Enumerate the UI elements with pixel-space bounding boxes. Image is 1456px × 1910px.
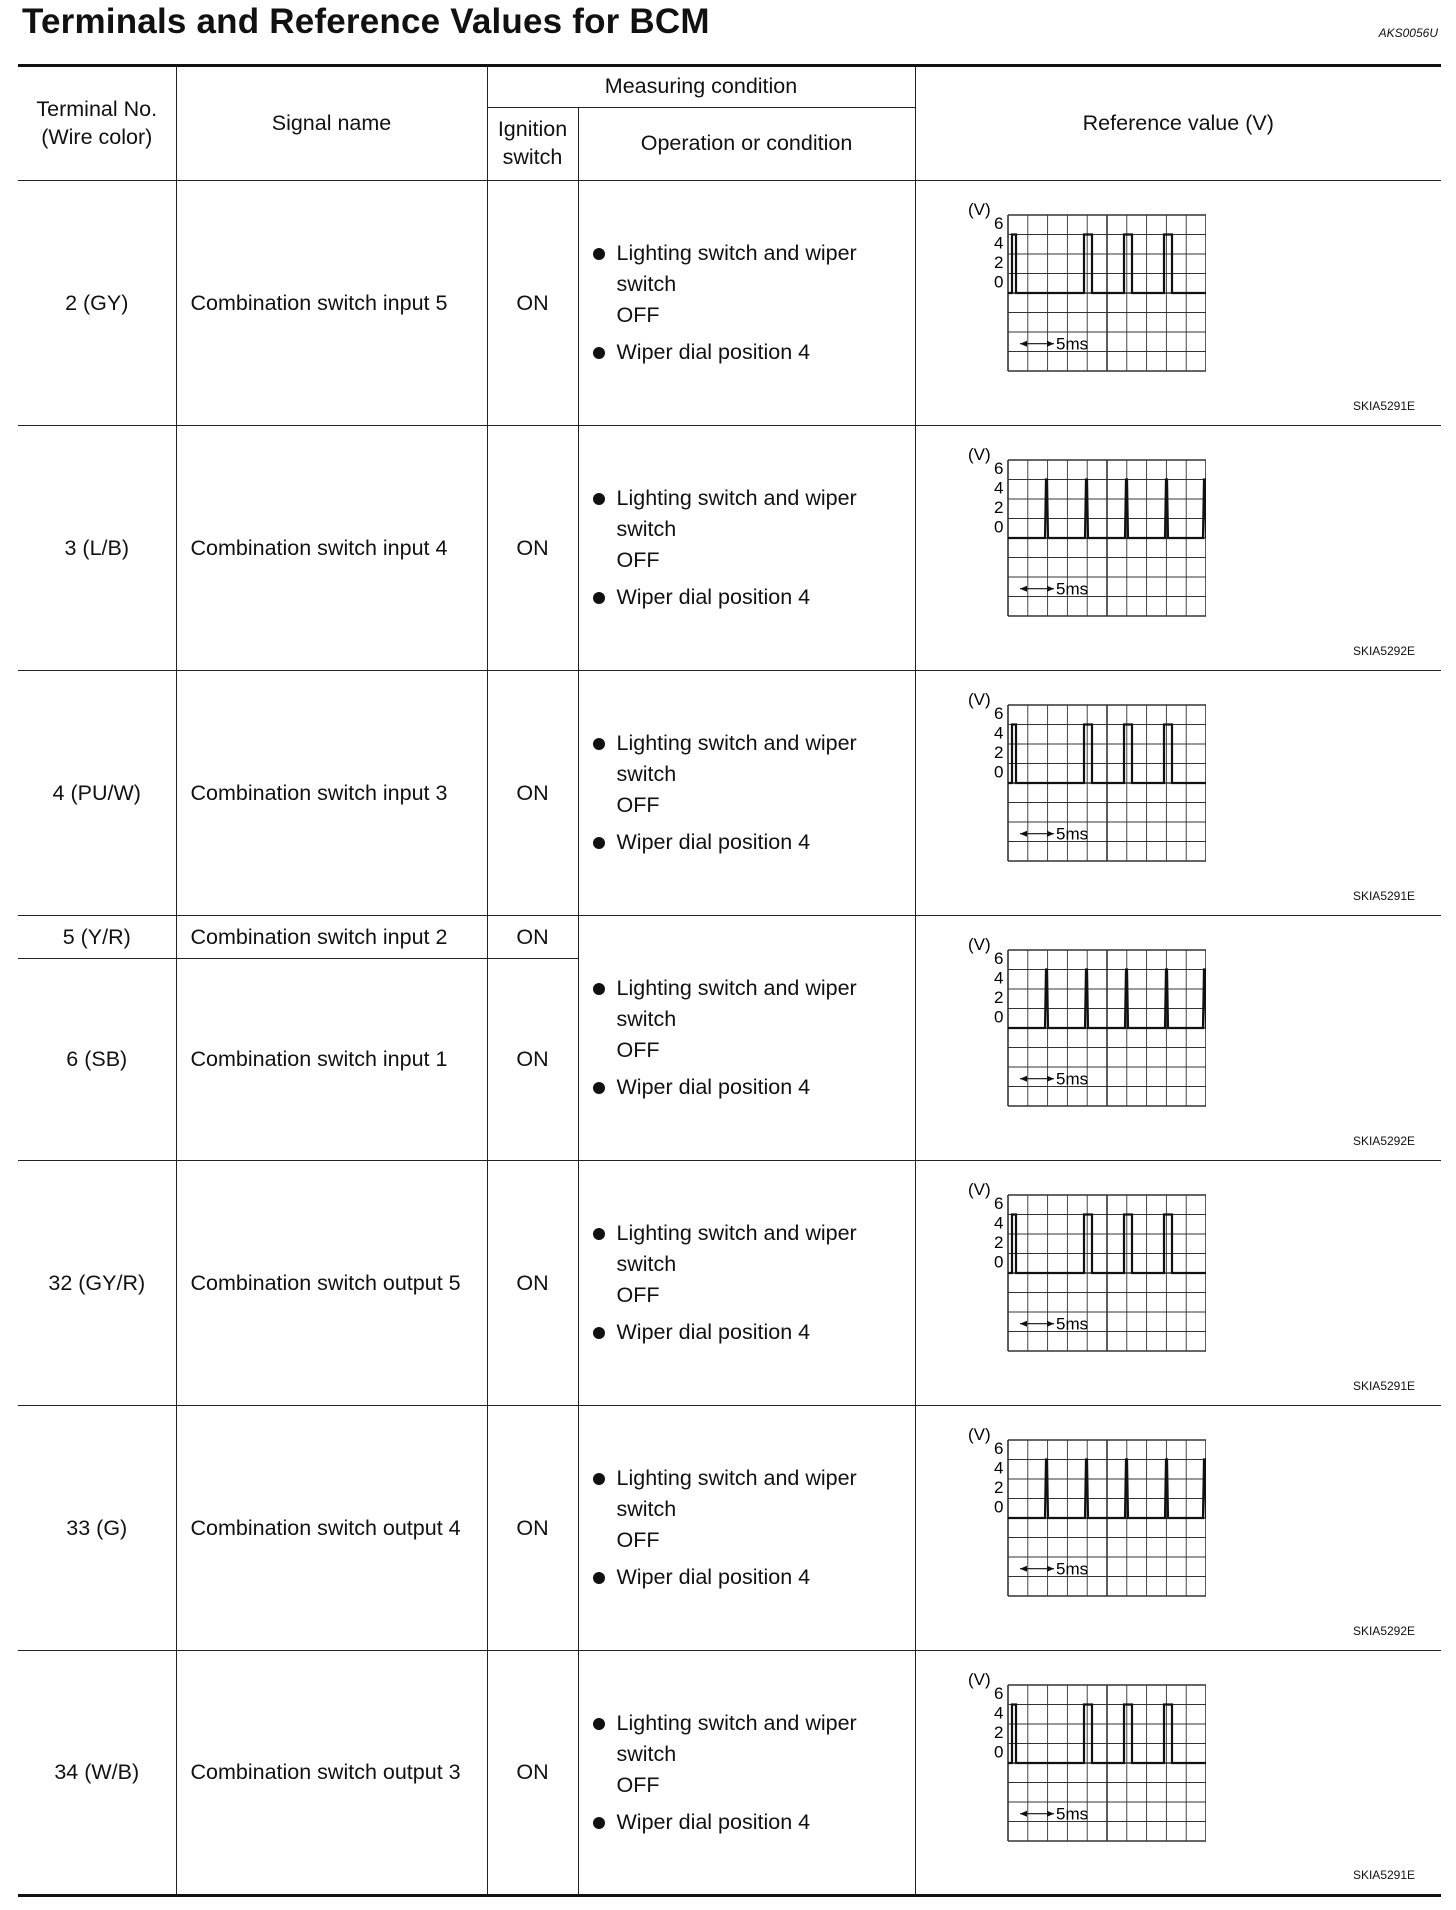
axis-tick-label: 2 (993, 1478, 1003, 1497)
axis-tick-label: 0 (993, 517, 1003, 537)
axis-unit-label: (V) (967, 203, 991, 219)
arrow-head-right-icon (1047, 831, 1054, 837)
header-reference-value: Reference value (V) (915, 66, 1441, 181)
bullet-icon (593, 1327, 605, 1339)
ignition-cell: ON (487, 1406, 578, 1651)
axis-tick-label: 2 (993, 253, 1003, 272)
bullet-icon (593, 493, 605, 505)
bullet-icon (593, 738, 605, 750)
axis-tick-label: 2 (993, 743, 1003, 762)
axis-tick-label: 6 (993, 1194, 1003, 1213)
header-operation: Operation or condition (578, 108, 915, 181)
axis-tick-label: 6 (993, 459, 1003, 478)
reference-cell (915, 671, 1441, 916)
oscilloscope-waveform (966, 938, 1206, 1108)
figure-code: SKIA5291E (1352, 399, 1416, 413)
bullet-icon (593, 1817, 605, 1829)
oscilloscope-waveform (966, 693, 1206, 863)
oscilloscope-waveform (966, 1428, 1206, 1598)
bullet-icon (593, 1473, 605, 1485)
condition-cell: Lighting switch and wiper switch OFF Wiper dial position 4 (578, 1161, 915, 1406)
figure-code: SKIA5291E (1352, 889, 1416, 903)
bcm-terminal-table (18, 64, 1441, 1897)
figure-code: SKIA5291E (1352, 1379, 1416, 1393)
time-scale-label: 5ms (1055, 334, 1088, 354)
arrow-head-right-icon (1047, 586, 1054, 592)
ignition-cell: ON (487, 1161, 578, 1406)
axis-unit-label: (V) (967, 693, 991, 709)
time-scale-label: 5ms (1055, 1804, 1088, 1824)
header-ignition-switch: Ignition switch (487, 108, 578, 181)
axis-tick-label: 0 (993, 1497, 1003, 1517)
table-row (18, 1161, 1441, 1406)
time-scale-label: 5ms (1055, 1559, 1088, 1579)
signal-cell: Combination switch output 3 (176, 1651, 487, 1896)
reference-cell (915, 1161, 1441, 1406)
arrow-head-right-icon (1047, 1076, 1054, 1082)
table-row (18, 1406, 1441, 1651)
bullet-icon (593, 983, 605, 995)
reference-cell (915, 426, 1441, 671)
arrow-head-left-icon (1020, 1321, 1027, 1327)
signal-cell: Combination switch input 4 (176, 426, 487, 671)
arrow-head-left-icon (1020, 1811, 1027, 1817)
condition-cell: Lighting switch and wiper switch OFF Wiper dial position 4 (578, 916, 915, 1161)
axis-tick-label: 4 (993, 968, 1003, 988)
terminal-cell: 6 (SB) (18, 959, 176, 1161)
table-row (18, 671, 1441, 916)
signal-cell: Combination switch input 5 (176, 181, 487, 426)
figure-code: SKIA5292E (1352, 1624, 1416, 1638)
figure-code: SKIA5291E (1352, 1868, 1416, 1882)
axis-tick-label: 0 (993, 762, 1003, 782)
axis-tick-label: 0 (993, 272, 1003, 292)
axis-tick-label: 6 (993, 1439, 1003, 1458)
axis-tick-label: 0 (993, 1742, 1003, 1762)
oscilloscope-waveform (966, 203, 1206, 373)
terminal-cell: 3 (L/B) (18, 426, 176, 671)
signal-cell: Combination switch output 4 (176, 1406, 487, 1651)
axis-tick-label: 6 (993, 1684, 1003, 1703)
table-row (18, 1651, 1441, 1896)
bullet-icon (593, 347, 605, 359)
arrow-head-right-icon (1047, 341, 1054, 347)
arrow-head-left-icon (1020, 831, 1027, 837)
axis-tick-label: 4 (993, 478, 1003, 498)
terminal-cell: 4 (PU/W) (18, 671, 176, 916)
axis-tick-label: 6 (993, 214, 1003, 233)
bullet-icon (593, 592, 605, 604)
signal-cell: Combination switch input 1 (176, 959, 487, 1161)
axis-tick-label: 6 (993, 704, 1003, 723)
axis-tick-label: 4 (993, 233, 1003, 253)
axis-unit-label: (V) (967, 1183, 991, 1199)
axis-tick-label: 4 (993, 723, 1003, 743)
header-measuring-condition: Measuring condition (487, 66, 915, 108)
axis-tick-label: 4 (993, 1213, 1003, 1233)
axis-tick-label: 0 (993, 1007, 1003, 1027)
arrow-head-right-icon (1047, 1566, 1054, 1572)
terminal-cell: 5 (Y/R) (18, 916, 176, 959)
bullet-icon (593, 1082, 605, 1094)
arrow-head-left-icon (1020, 341, 1027, 347)
page-title: Terminals and Reference Values for BCM (22, 2, 710, 41)
arrow-head-left-icon (1020, 1076, 1027, 1082)
condition-cell: Lighting switch and wiper switch OFF Wiper dial position 4 (578, 1651, 915, 1896)
arrow-head-right-icon (1047, 1811, 1054, 1817)
bullet-icon (593, 837, 605, 849)
axis-tick-label: 4 (993, 1458, 1003, 1478)
axis-tick-label: 4 (993, 1703, 1003, 1723)
table-row (18, 916, 1441, 959)
ignition-cell: ON (487, 959, 578, 1161)
signal-cell: Combination switch input 2 (176, 916, 487, 959)
oscilloscope-waveform (966, 448, 1206, 618)
table-row (18, 181, 1441, 426)
arrow-head-left-icon (1020, 586, 1027, 592)
condition-cell: Lighting switch and wiper switch OFF Wiper dial position 4 (578, 426, 915, 671)
time-scale-label: 5ms (1055, 1069, 1088, 1089)
ignition-cell: ON (487, 426, 578, 671)
time-scale-label: 5ms (1055, 579, 1088, 599)
terminal-cell: 34 (W/B) (18, 1651, 176, 1896)
axis-unit-label: (V) (967, 448, 991, 464)
bullet-icon (593, 248, 605, 260)
axis-tick-label: 0 (993, 1252, 1003, 1272)
document-code: AKS0056U (1378, 26, 1438, 40)
bullet-icon (593, 1228, 605, 1240)
condition-cell: Lighting switch and wiper switch OFF Wiper dial position 4 (578, 671, 915, 916)
header-terminal: Terminal No. (Wire color) (18, 66, 176, 181)
bullet-icon (593, 1718, 605, 1730)
axis-tick-label: 2 (993, 1723, 1003, 1742)
axis-unit-label: (V) (967, 1428, 991, 1444)
axis-unit-label: (V) (967, 938, 991, 954)
figure-code: SKIA5292E (1352, 644, 1416, 658)
ignition-cell: ON (487, 671, 578, 916)
time-scale-label: 5ms (1055, 824, 1088, 844)
reference-cell (915, 181, 1441, 426)
reference-cell (915, 1406, 1441, 1651)
signal-cell: Combination switch input 3 (176, 671, 487, 916)
axis-unit-label: (V) (967, 1673, 991, 1689)
reference-cell (915, 1651, 1441, 1896)
header-signal-name: Signal name (176, 66, 487, 181)
time-scale-label: 5ms (1055, 1314, 1088, 1334)
terminal-cell: 33 (G) (18, 1406, 176, 1651)
ignition-cell: ON (487, 916, 578, 959)
signal-cell: Combination switch output 5 (176, 1161, 487, 1406)
axis-tick-label: 6 (993, 949, 1003, 968)
terminal-cell: 2 (GY) (18, 181, 176, 426)
arrow-head-left-icon (1020, 1566, 1027, 1572)
arrow-head-right-icon (1047, 1321, 1054, 1327)
figure-code: SKIA5292E (1352, 1134, 1416, 1148)
axis-tick-label: 2 (993, 498, 1003, 517)
reference-cell (915, 916, 1441, 1161)
condition-cell: Lighting switch and wiper switch OFF Wiper dial position 4 (578, 1406, 915, 1651)
axis-tick-label: 2 (993, 988, 1003, 1007)
terminal-cell: 32 (GY/R) (18, 1161, 176, 1406)
condition-cell: Lighting switch and wiper switch OFF Wiper dial position 4 (578, 181, 915, 426)
ignition-cell: ON (487, 1651, 578, 1896)
oscilloscope-waveform (966, 1673, 1206, 1843)
oscilloscope-waveform (966, 1183, 1206, 1353)
bullet-icon (593, 1572, 605, 1584)
table-row (18, 426, 1441, 671)
ignition-cell: ON (487, 181, 578, 426)
axis-tick-label: 2 (993, 1233, 1003, 1252)
